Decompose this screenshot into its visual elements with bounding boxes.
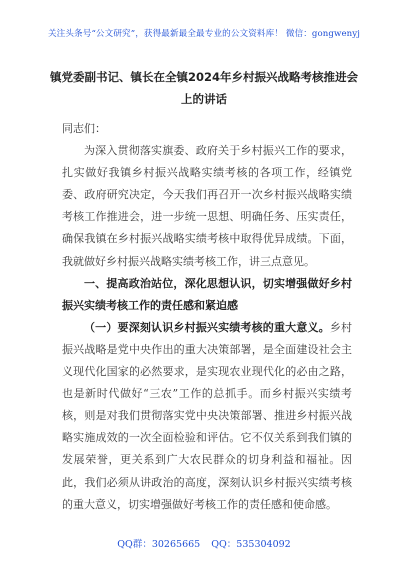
document-body [62,118,352,516]
footer-qq-group: QQ群：30265665 [117,539,201,550]
greeting: 同志们： [62,122,106,135]
footer-contact [0,536,408,550]
subheading-1: （一）要深刻认识乡村振兴实绩考核的重大意义。 [84,320,330,334]
paragraph-significance-text: 乡村振兴战略是党中央作出的重大决策部署，是全面建设社会主义现代化国家的必然要求，是实现农业现代化的必由之路，也是新时代做好“三农”工作的总抓手。而乡村振兴实绩考核，则是对我们贯彻落实党中央决策部署、推进乡村振兴战略实施成效的一次全面检验和评估。它不仅关系到我们镇的发展荣誉，更关系到广大农民群众的切身利益和福祉。因此，我们必须从讲政治的高度，深刻认识乡村振兴实绩考核的重大意义，切实增强做好考核工作的责任感和使命感。 [62,320,353,511]
document-title: 镇党委副书记、镇长在全镇2024年乡村振兴战略考核推进会上的讲话 [49,70,358,106]
footer-qq-number: QQ：535304092 [211,539,291,550]
paragraph-intro: 为深入贯彻落实旗委、政府关于乡村振兴工作的要求，扎实做好我镇乡村振兴战略实绩考核的各项工作，经镇党委、政府研究决定，今天我们再召开一次乡村振兴战略实绩考核工作推进会，进一步统一思想、明确任务、压实责任，确保我镇在乡村振兴战略实绩考核中取得优异成绩。下面，我就做好乡村振兴战略实绩考核工作，讲三点意见。 [62,144,352,268]
header-watermark: 关注头条号“公文研究”，获得最新最全最专业的公文资料库！ 微信：gongwenyj [47,29,361,39]
section-heading-1: 一、提高政治站位，深化思想认识，切实增强做好乡村振兴实绩考核工作的责任感和紧迫感 [62,276,352,312]
paragraph-significance [62,317,352,516]
